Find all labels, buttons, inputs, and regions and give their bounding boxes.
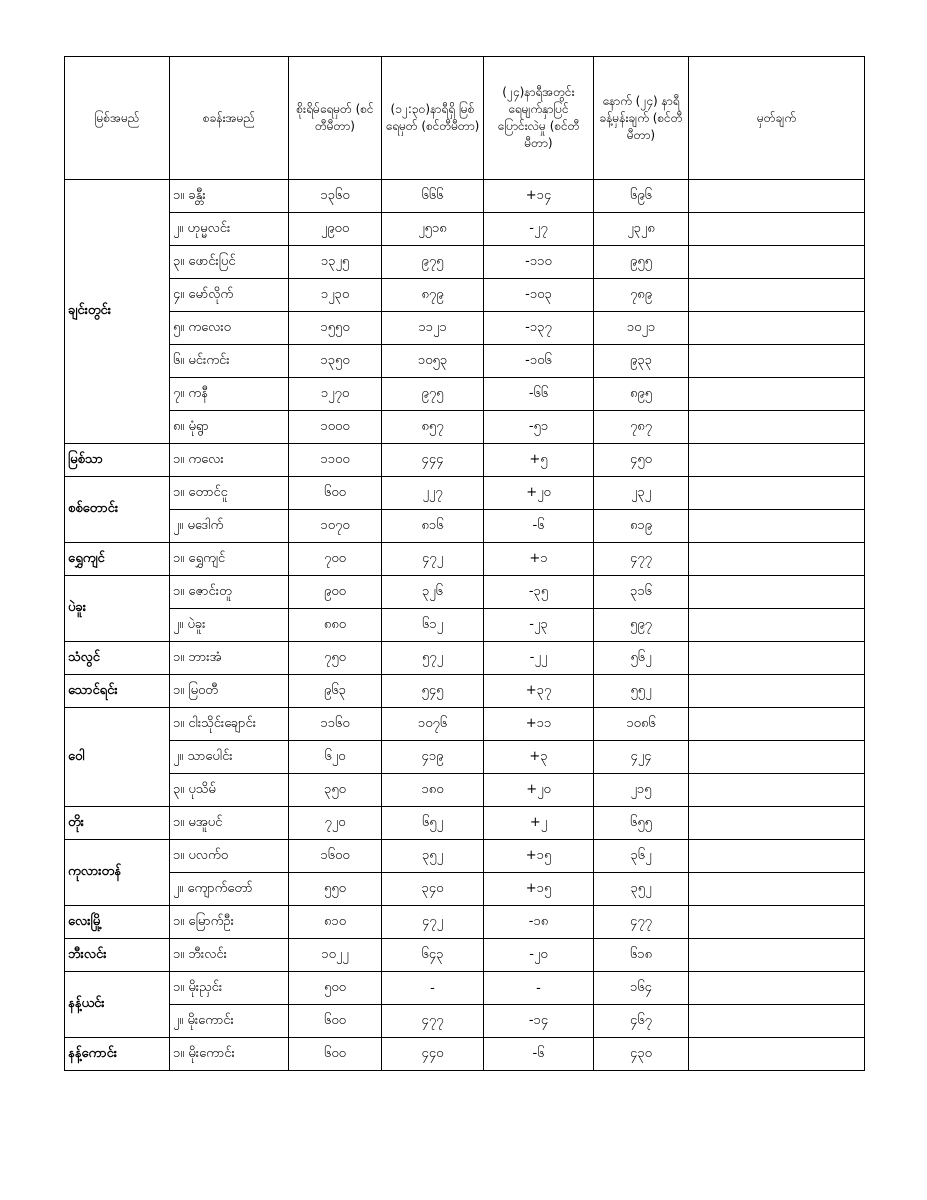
- change-cell: +၁၄: [484, 180, 594, 213]
- forecast-cell: ၆၁၈: [594, 939, 689, 972]
- remark-cell: [689, 642, 865, 675]
- table-row: [65, 576, 865, 609]
- table-row: [65, 1038, 865, 1071]
- current-level-cell: ၈၅၇: [382, 411, 484, 444]
- table-row: [65, 675, 865, 708]
- table-row: [65, 279, 865, 312]
- current-level-cell: -: [382, 972, 484, 1005]
- table-row: [65, 345, 865, 378]
- forecast-cell: ၂၃၂: [594, 477, 689, 510]
- station-name: ၂။ ပဲခူး: [170, 609, 289, 642]
- table-row: [65, 510, 865, 543]
- station-name: ၈။ မုံရွာ: [170, 411, 289, 444]
- danger-level-cell: ၁၁၆၀: [289, 708, 382, 741]
- remark-cell: [689, 873, 865, 906]
- change-cell: +၅: [484, 444, 594, 477]
- remark-cell: [689, 972, 865, 1005]
- current-level-cell: ၁၁၂၁: [382, 312, 484, 345]
- header-station: စခန်းအမည်: [170, 57, 289, 180]
- change-cell: +၁: [484, 543, 594, 576]
- current-level-cell: ၄၄၄: [382, 444, 484, 477]
- danger-level-cell: ၇၂၀: [289, 807, 382, 840]
- remark-cell: [689, 345, 865, 378]
- remark-cell: [689, 741, 865, 774]
- danger-level-cell: ၈၁၀: [289, 906, 382, 939]
- change-cell: +၁၅: [484, 873, 594, 906]
- change-cell: -၁၁၀: [484, 246, 594, 279]
- forecast-cell: ၉၅၅: [594, 246, 689, 279]
- danger-level-cell: ၁၆၀၀: [289, 840, 382, 873]
- station-name: ၄။ မော်လိုက်: [170, 279, 289, 312]
- current-level-cell: ၃၄၀: [382, 873, 484, 906]
- remark-cell: [689, 675, 865, 708]
- forecast-cell: ၂၁၅: [594, 774, 689, 807]
- change-cell: -၁၀၃: [484, 279, 594, 312]
- station-name: ၁။ မိုးကောင်း: [170, 1038, 289, 1071]
- current-level-cell: ၈၇၉: [382, 279, 484, 312]
- station-name: ၂။ ဟုမ္မလင်း: [170, 213, 289, 246]
- remark-cell: [689, 543, 865, 576]
- danger-level-cell: ၆၀၀: [289, 1005, 382, 1038]
- header-change-24h: (၂၄)နာရီအတွင်း ရေမျက်နှာပြင် ပြောင်းလဲမှု (စင်တီမီတာ): [484, 57, 594, 180]
- river-name: လေးမြို့: [65, 906, 170, 939]
- danger-level-cell: ၁၅၅၀: [289, 312, 382, 345]
- change-cell: -၁၀၆: [484, 345, 594, 378]
- current-level-cell: ၄၇၇: [382, 1005, 484, 1038]
- forecast-cell: ၆၅၅: [594, 807, 689, 840]
- river-name: ကုလားတန်: [65, 840, 170, 906]
- forecast-cell: ၅၅၂: [594, 675, 689, 708]
- current-level-cell: ၂၂၇: [382, 477, 484, 510]
- remark-cell: [689, 1005, 865, 1038]
- forecast-cell: ၅၆၂: [594, 642, 689, 675]
- current-level-cell: ၄၄၀: [382, 1038, 484, 1071]
- river-name: ပဲခူး: [65, 576, 170, 642]
- forecast-cell: ၆၉၆: [594, 180, 689, 213]
- table-row: [65, 939, 865, 972]
- remark-cell: [689, 246, 865, 279]
- station-name: ၁။ ပလက်ဝ: [170, 840, 289, 873]
- river-name: ဝေါ: [65, 708, 170, 807]
- forecast-cell: ၈၉၅: [594, 378, 689, 411]
- danger-level-cell: ၁၂၇၀: [289, 378, 382, 411]
- change-cell: -၁၃၇: [484, 312, 594, 345]
- forecast-cell: ၇၈၇: [594, 411, 689, 444]
- remark-cell: [689, 477, 865, 510]
- current-level-cell: ၆၅၂: [382, 807, 484, 840]
- station-name: ၁။ ငါးသိုင်းချောင်း: [170, 708, 289, 741]
- change-cell: +၃၇: [484, 675, 594, 708]
- station-name: ၂။ မိုးကောင်း: [170, 1005, 289, 1038]
- station-name: ၁။ ကလေး: [170, 444, 289, 477]
- current-level-cell: ၄၁၉: [382, 741, 484, 774]
- change-cell: +၁၁: [484, 708, 594, 741]
- danger-level-cell: ၁၃၂၅: [289, 246, 382, 279]
- remark-cell: [689, 840, 865, 873]
- change-cell: +၁၅: [484, 840, 594, 873]
- danger-level-cell: ၉၆၃: [289, 675, 382, 708]
- change-cell: -၂၃: [484, 609, 594, 642]
- table-row: [65, 972, 865, 1005]
- forecast-cell: ၉၃၃: [594, 345, 689, 378]
- change-cell: -၁၈: [484, 906, 594, 939]
- current-level-cell: ၁၀၇၆: [382, 708, 484, 741]
- table-row: [65, 477, 865, 510]
- current-level-cell: ၂၅၁၈: [382, 213, 484, 246]
- danger-level-cell: ၇၀၀: [289, 543, 382, 576]
- forecast-cell: ၃၅၂: [594, 873, 689, 906]
- forecast-cell: ၂၃၂၈: [594, 213, 689, 246]
- remark-cell: [689, 906, 865, 939]
- table-row: [65, 180, 865, 213]
- current-level-cell: ၁၈၀: [382, 774, 484, 807]
- station-name: ၃။ ဖောင်းပြင်: [170, 246, 289, 279]
- remark-cell: [689, 378, 865, 411]
- table-row: [65, 906, 865, 939]
- station-name: ၂။ သာပေါင်း: [170, 741, 289, 774]
- river-name: စစ်တောင်း: [65, 477, 170, 543]
- table-row: [65, 642, 865, 675]
- current-level-cell: ၅၄၅: [382, 675, 484, 708]
- danger-level-cell: ၃၅၀: [289, 774, 382, 807]
- river-name: တိုး: [65, 807, 170, 840]
- forecast-cell: ၄၇၇: [594, 906, 689, 939]
- station-name: ၂။ မဒေါက်: [170, 510, 289, 543]
- current-level-cell: ၃၂၆: [382, 576, 484, 609]
- header-danger-level: စိုးရိမ်ရေမှတ် (စင်တီမီတာ): [289, 57, 382, 180]
- river-name: သောင်ရင်း: [65, 675, 170, 708]
- remark-cell: [689, 180, 865, 213]
- station-name: ၂။ ကျောက်တော်: [170, 873, 289, 906]
- remark-cell: [689, 708, 865, 741]
- forecast-cell: ၁၀၈၆: [594, 708, 689, 741]
- current-level-cell: ၈၁၆: [382, 510, 484, 543]
- remark-cell: [689, 279, 865, 312]
- table-row: [65, 246, 865, 279]
- table-row: [65, 873, 865, 906]
- table-row: [65, 774, 865, 807]
- change-cell: -၃၅: [484, 576, 594, 609]
- danger-level-cell: ၁၃၆၀: [289, 180, 382, 213]
- forecast-cell: ၃၁၆: [594, 576, 689, 609]
- remark-cell: [689, 510, 865, 543]
- station-name: ၁။ ခန္တီး: [170, 180, 289, 213]
- current-level-cell: ၆၄၃: [382, 939, 484, 972]
- danger-level-cell: ၈၈၀: [289, 609, 382, 642]
- remark-cell: [689, 939, 865, 972]
- remark-cell: [689, 444, 865, 477]
- danger-level-cell: ၂၉၀၀: [289, 213, 382, 246]
- station-name: ၁။ မိုးညှင်း: [170, 972, 289, 1005]
- table-row: [65, 609, 865, 642]
- change-cell: -၂၂: [484, 642, 594, 675]
- forecast-cell: ၄၇၇: [594, 543, 689, 576]
- forecast-cell: ၄၅၀: [594, 444, 689, 477]
- remark-cell: [689, 609, 865, 642]
- table-row: [65, 378, 865, 411]
- current-level-cell: ၉၇၅: [382, 246, 484, 279]
- current-level-cell: ၆၆၆: [382, 180, 484, 213]
- change-cell: +၂၀: [484, 477, 594, 510]
- danger-level-cell: ၁၁၀၀: [289, 444, 382, 477]
- current-level-cell: ၁၀၅၃: [382, 345, 484, 378]
- table-row: [65, 1005, 865, 1038]
- station-name: ၁။ မအူပင်: [170, 807, 289, 840]
- table-row: [65, 444, 865, 477]
- station-name: ၁။ ဇောင်းတူ: [170, 576, 289, 609]
- current-level-cell: ၆၁၂: [382, 609, 484, 642]
- danger-level-cell: ၆၂၀: [289, 741, 382, 774]
- table-row: [65, 741, 865, 774]
- forecast-cell: ၃၆၂: [594, 840, 689, 873]
- station-name: ၁။ တောင်ငူ: [170, 477, 289, 510]
- river-name: နန့်ကောင်း: [65, 1038, 170, 1071]
- table-row: [65, 312, 865, 345]
- station-name: ၁။ မြောက်ဦး: [170, 906, 289, 939]
- change-cell: +၃: [484, 741, 594, 774]
- danger-level-cell: ၁၂၃၀: [289, 279, 382, 312]
- danger-level-cell: ၇၅၀: [289, 642, 382, 675]
- table-row: [65, 807, 865, 840]
- table-row: [65, 213, 865, 246]
- remark-cell: [689, 1038, 865, 1071]
- table-row: [65, 543, 865, 576]
- table-row: [65, 708, 865, 741]
- water-level-table: [64, 56, 865, 1071]
- station-name: ၇။ ကနီ: [170, 378, 289, 411]
- forecast-cell: ၄၆၇: [594, 1005, 689, 1038]
- change-cell: -: [484, 972, 594, 1005]
- change-cell: -၂၇: [484, 213, 594, 246]
- station-name: ၁။ ရွှေကျင်: [170, 543, 289, 576]
- station-name: ၅။ ကလေးဝ: [170, 312, 289, 345]
- remark-cell: [689, 411, 865, 444]
- change-cell: -၆: [484, 510, 594, 543]
- danger-level-cell: ၉၀၀: [289, 576, 382, 609]
- danger-level-cell: ၅၀၀: [289, 972, 382, 1005]
- remark-cell: [689, 576, 865, 609]
- header-forecast: နောက် (၂၄) နာရီ ခန့်မှန်းချက် (စင်တီမီတာ): [594, 57, 689, 180]
- river-name: ဘီးလင်း: [65, 939, 170, 972]
- forecast-cell: ၄၂၄: [594, 741, 689, 774]
- forecast-cell: ၁၆၄: [594, 972, 689, 1005]
- station-name: ၁။ မြဝတီ: [170, 675, 289, 708]
- change-cell: +၂၀: [484, 774, 594, 807]
- remark-cell: [689, 312, 865, 345]
- change-cell: +၂: [484, 807, 594, 840]
- table-row: [65, 840, 865, 873]
- table-row: [65, 411, 865, 444]
- table-body: [65, 180, 865, 1071]
- danger-level-cell: ၆၀၀: [289, 477, 382, 510]
- current-level-cell: ၉၇၅: [382, 378, 484, 411]
- river-name: မြစ်သာ: [65, 444, 170, 477]
- danger-level-cell: ၆၀၀: [289, 1038, 382, 1071]
- station-name: ၃။ ပုသိမ်: [170, 774, 289, 807]
- danger-level-cell: ၅၅၀: [289, 873, 382, 906]
- river-name: သံလွင်: [65, 642, 170, 675]
- forecast-cell: ၁၀၂၁: [594, 312, 689, 345]
- change-cell: -၂၀: [484, 939, 594, 972]
- remark-cell: [689, 807, 865, 840]
- change-cell: -၆၆: [484, 378, 594, 411]
- remark-cell: [689, 774, 865, 807]
- change-cell: -၆: [484, 1038, 594, 1071]
- forecast-cell: ၅၉၇: [594, 609, 689, 642]
- change-cell: -၅၁: [484, 411, 594, 444]
- change-cell: -၁၄: [484, 1005, 594, 1038]
- remark-cell: [689, 213, 865, 246]
- current-level-cell: ၄၇၂: [382, 543, 484, 576]
- header-river: မြစ်အမည်: [65, 57, 170, 180]
- danger-level-cell: ၁၀၇၀: [289, 510, 382, 543]
- header-remark: မှတ်ချက်: [689, 57, 865, 180]
- header-current-level: (၁၂:၃၀)နာရီရှိ မြစ်ရေမှတ် (စင်တီမီတာ): [382, 57, 484, 180]
- forecast-cell: ၄၃၀: [594, 1038, 689, 1071]
- river-name: ချင်းတွင်း: [65, 180, 170, 444]
- danger-level-cell: ၁၀၀၀: [289, 411, 382, 444]
- header-row: [65, 57, 865, 180]
- station-name: ၁။ ဘီးလင်း: [170, 939, 289, 972]
- river-name: နန့်ယင်း: [65, 972, 170, 1038]
- river-name: ရွှေကျင်: [65, 543, 170, 576]
- danger-level-cell: ၁၀၂၂: [289, 939, 382, 972]
- current-level-cell: ၃၅၂: [382, 840, 484, 873]
- current-level-cell: ၄၇၂: [382, 906, 484, 939]
- danger-level-cell: ၁၃၅၀: [289, 345, 382, 378]
- forecast-cell: ၈၁၉: [594, 510, 689, 543]
- current-level-cell: ၅၇၂: [382, 642, 484, 675]
- station-name: ၁။ ဘားအံ: [170, 642, 289, 675]
- station-name: ၆။ မင်းကင်း: [170, 345, 289, 378]
- forecast-cell: ၇၈၉: [594, 279, 689, 312]
